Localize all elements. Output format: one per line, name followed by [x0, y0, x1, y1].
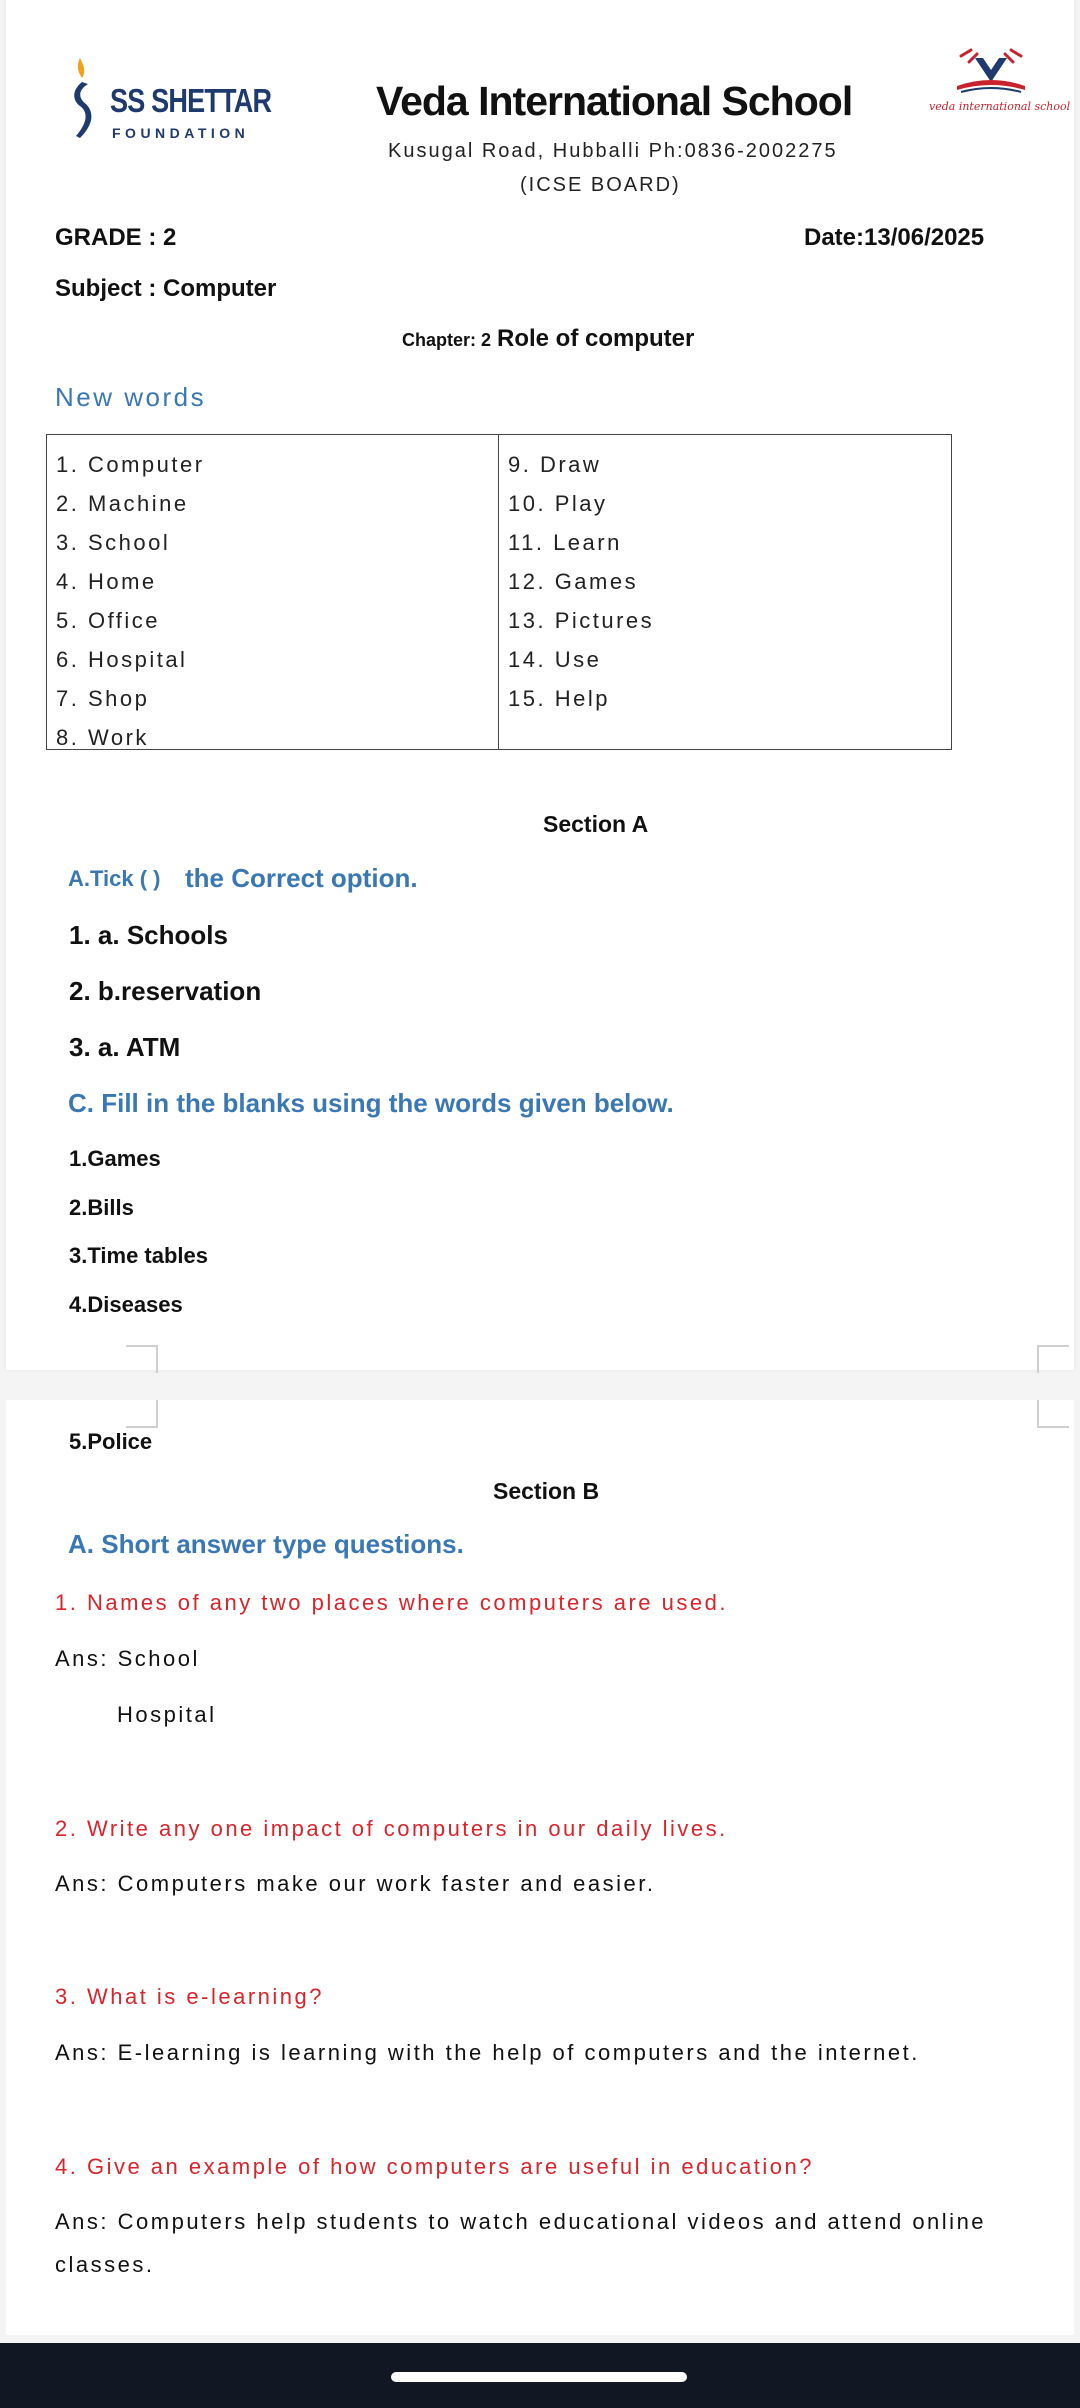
word-cell: 10. Play	[508, 491, 608, 516]
answer-1-line-2: Hospital	[117, 1702, 217, 1727]
word-cell: 4. Home	[56, 569, 157, 594]
home-indicator-handle[interactable]	[391, 2372, 687, 2382]
word-cell: 15. Help	[508, 686, 610, 711]
word-cell: 5. Office	[56, 608, 161, 633]
question-4: 4. Give an example of how computers are useful in education?	[55, 2154, 815, 2179]
section-b-title: Section B	[493, 1478, 600, 1504]
word-cell: 1. Computer	[56, 452, 205, 477]
page-corner-mark	[1037, 1345, 1069, 1373]
answer-3: Ans: E-learning is learning with the help of computers and the internet.	[55, 2040, 920, 2065]
fill-answer-1: 1.Games	[69, 1146, 161, 1171]
fill-answer-3: 3.Time tables	[69, 1243, 208, 1268]
tick-question-text: the Correct option.	[185, 863, 418, 893]
chapter-prefix: Chapter: 2	[402, 330, 492, 350]
board-label: (ICSE BOARD)	[520, 174, 681, 196]
short-answer-heading: A. Short answer type questions.	[68, 1529, 464, 1559]
tick-answer-3: 3. a. ATM	[69, 1032, 181, 1062]
new-words-heading: New words	[55, 382, 207, 412]
tick-answer-2: 2. b.reservation	[69, 976, 262, 1006]
question-2: 2. Write any one impact of computers in our daily lives.	[55, 1816, 728, 1841]
fill-answer-5: 5.Police	[69, 1429, 153, 1454]
page-corner-mark	[126, 1345, 158, 1373]
word-cell: 7. Shop	[56, 686, 150, 711]
veda-school-logo	[921, 48, 1071, 120]
foundation-name: SS SHETTAR	[110, 82, 272, 119]
word-cell: 14. Use	[508, 647, 602, 672]
answer-2: Ans: Computers make our work faster and easier.	[55, 1871, 656, 1896]
page-corner-mark	[126, 1400, 158, 1428]
question-1: 1. Names of any two places where computers are used.	[55, 1590, 728, 1615]
fill-answer-4: 4.Diseases	[69, 1292, 183, 1317]
word-cell: 6. Hospital	[56, 647, 188, 672]
subject-label: Subject : Computer	[55, 275, 277, 302]
new-words-column-right	[499, 435, 951, 749]
word-cell: 9. Draw	[508, 452, 602, 477]
logo-right-text: veda international school	[929, 100, 1071, 113]
foundation-subtitle: FOUNDATION	[112, 125, 250, 141]
document-page-2	[6, 1400, 1074, 2335]
fill-blanks-heading: C. Fill in the blanks using the words given below.	[68, 1088, 674, 1118]
school-name: Veda International School	[376, 78, 853, 124]
word-cell: 3. School	[56, 530, 171, 555]
question-3: 3. What is e-learning?	[55, 1984, 324, 2009]
word-cell: 12. Games	[508, 569, 639, 594]
school-address: Kusugal Road, Hubballi Ph:0836-2002275	[388, 140, 838, 162]
answer-4-line-2: classes.	[55, 2252, 155, 2277]
new-words-table	[46, 434, 952, 750]
page-corner-mark	[1037, 1400, 1069, 1428]
document-page-1	[6, 0, 1074, 1370]
date-label: Date:13/06/2025	[804, 224, 985, 251]
word-cell: 11. Learn	[508, 530, 622, 555]
answer-1-line-1: Ans: School	[55, 1646, 200, 1671]
word-cell: 13. Pictures	[508, 608, 655, 633]
grade-label: GRADE : 2	[55, 224, 177, 251]
answer-4-line-1: Ans: Computers help students to watch educational videos and attend online	[55, 2209, 987, 2234]
ss-shettar-foundation-logo	[66, 52, 272, 152]
chapter-title: Role of computer	[497, 325, 695, 352]
new-words-column-left	[47, 435, 499, 749]
book-emblem-icon	[921, 48, 1061, 98]
word-cell: 8. Work	[56, 725, 149, 750]
tick-answer-1: 1. a. Schools	[69, 920, 228, 950]
fill-answer-2: 2.Bills	[69, 1195, 134, 1220]
tick-question-prefix: A.Tick ( )	[68, 866, 161, 891]
word-cell: 2. Machine	[56, 491, 189, 516]
section-a-title: Section A	[543, 811, 649, 837]
